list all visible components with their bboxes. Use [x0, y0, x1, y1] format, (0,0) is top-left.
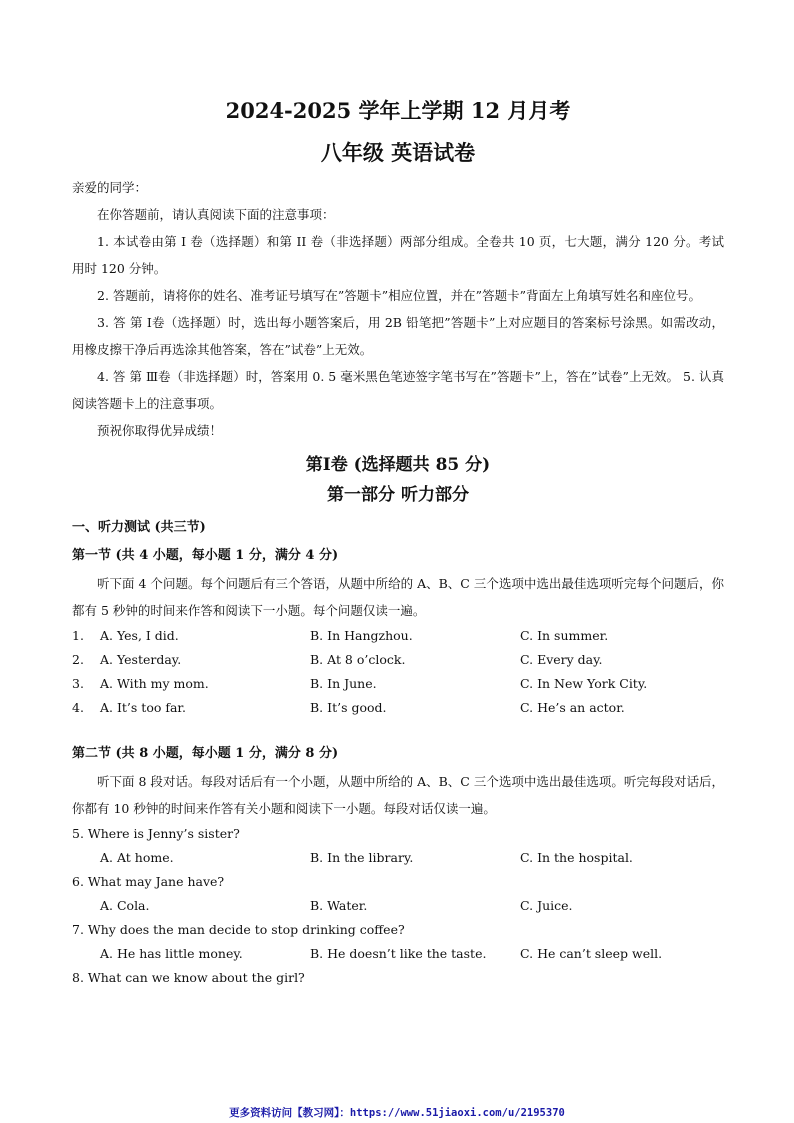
notice-item-3: 3. 答 第 Ⅰ卷（选择题）时，选出每小题答案后，用 2B 铅笔把”答题卡”上对应题目的答案标号涂黑。如需改动，用橡皮擦干净后再选涂其他答案，答在”试卷”上无效。 — [72, 315, 724, 357]
notice-intro: 在你答题前，请认真阅读下面的注意事项： — [97, 207, 335, 222]
notice-closing: 预祝你取得优异成绩！ — [97, 423, 223, 438]
option-b: B. At 8 o’clock. — [310, 652, 406, 667]
option-b: B. It’s good. — [310, 700, 387, 715]
option-b: B. He doesn’t like the taste. — [310, 946, 487, 961]
option-a: A. Yes, I did. — [100, 628, 179, 643]
question-text: 5. Where is Jenny’s sister? — [72, 826, 240, 841]
question-text: 8. What can we know about the girl? — [72, 970, 305, 985]
exam-subtitle: 八年级 英语试卷 — [320, 140, 476, 165]
question-number: 1. — [72, 628, 84, 643]
section1-instructions: 听下面 4 个问题。每个问题后有三个答语，从题中所给的 A、B、C 三个选项中选出最佳选项听完每个问题后，你都有 5 秒钟的时间来作答和阅读下一小题。每个问题仅读一遍。 — [72, 576, 724, 618]
option-a: A. He has little money. — [100, 946, 243, 961]
question-number: 4. — [72, 700, 84, 715]
exam-title: 2024-2025 学年上学期 12 月月考 — [225, 98, 571, 123]
footer-link[interactable]: 更多资料访问【教习网】：https://www.51jiaoxi.com/u/2195370 — [229, 1107, 565, 1119]
option-c: C. He’s an actor. — [520, 700, 625, 715]
option-a: A. At home. — [100, 850, 174, 865]
section2-subheading: 第二节 (共 8 小题，每小题 1 分，满分 8 分) — [72, 746, 339, 761]
option-c: C. In New York City. — [520, 676, 648, 691]
notice-item-1: 1. 本试卷由第 I 卷（选择题）和第 II 卷（非选择题）两部分组成。全卷共 10 页，七大题，满分 120 分。考试用时 120 分钟。 — [72, 234, 724, 276]
section2-instructions: 听下面 8 段对话。每段对话后有一个小题，从题中所给的 A、B、C 三个选项中选出最佳选项。听完每段对话后，你都有 10 秒钟的时间来作答有关小题和阅读下一小题。每段对话仅读一遍。 — [72, 774, 724, 816]
option-a: A. Cola. — [100, 898, 150, 913]
section1-subheading: 第一节 (共 4 小题，每小题 1 分，满分 4 分) — [72, 548, 339, 563]
option-b: B. In the library. — [310, 850, 414, 865]
question-text: 6. What may Jane have? — [72, 874, 225, 889]
option-a: A. Yesterday. — [100, 652, 182, 667]
option-b: B. Water. — [310, 898, 368, 913]
volume-title: 第Ⅰ卷 (选择题共 85 分) — [305, 455, 491, 475]
question-number: 2. — [72, 652, 84, 667]
question-number: 3. — [72, 676, 84, 691]
option-row — [72, 942, 724, 966]
question-row — [72, 648, 724, 672]
question-row — [72, 672, 724, 696]
option-a: A. With my mom. — [100, 676, 209, 691]
notice-item-2: 2. 答题前，请将你的姓名、准考证号填写在”答题卡”相应位置，并在”答题卡”背面左上角填写姓名和座位号。 — [97, 288, 701, 303]
option-row — [72, 894, 724, 918]
option-b: B. In Hangzhou. — [310, 628, 413, 643]
option-c: C. Juice. — [520, 898, 573, 913]
notice-greeting: 亲爱的同学： — [72, 180, 148, 195]
exam-page — [72, 96, 724, 990]
part-title: 第一部分 听力部分 — [327, 485, 469, 505]
option-c: C. Every day. — [520, 652, 603, 667]
question-row — [72, 696, 724, 720]
option-c: C. In the hospital. — [520, 850, 633, 865]
option-c: C. He can’t sleep well. — [520, 946, 663, 961]
section-heading: 一、听力测试 (共三节) — [72, 520, 206, 535]
question-row — [72, 624, 724, 648]
option-a: A. It’s too far. — [100, 700, 186, 715]
option-b: B. In June. — [310, 676, 377, 691]
notice-item-4: 4. 答 第 Ⅲ卷（非选择题）时，答案用 0. 5 毫米黑色笔迹签字笔书写在”答题卡”上，答在”试卷”上无效。 5. 认真阅读答题卡上的注意事项。 — [72, 369, 724, 411]
option-c: C. In summer. — [520, 628, 609, 643]
question-text: 7. Why does the man decide to stop drinking coffee? — [72, 922, 405, 937]
option-row — [72, 846, 724, 870]
